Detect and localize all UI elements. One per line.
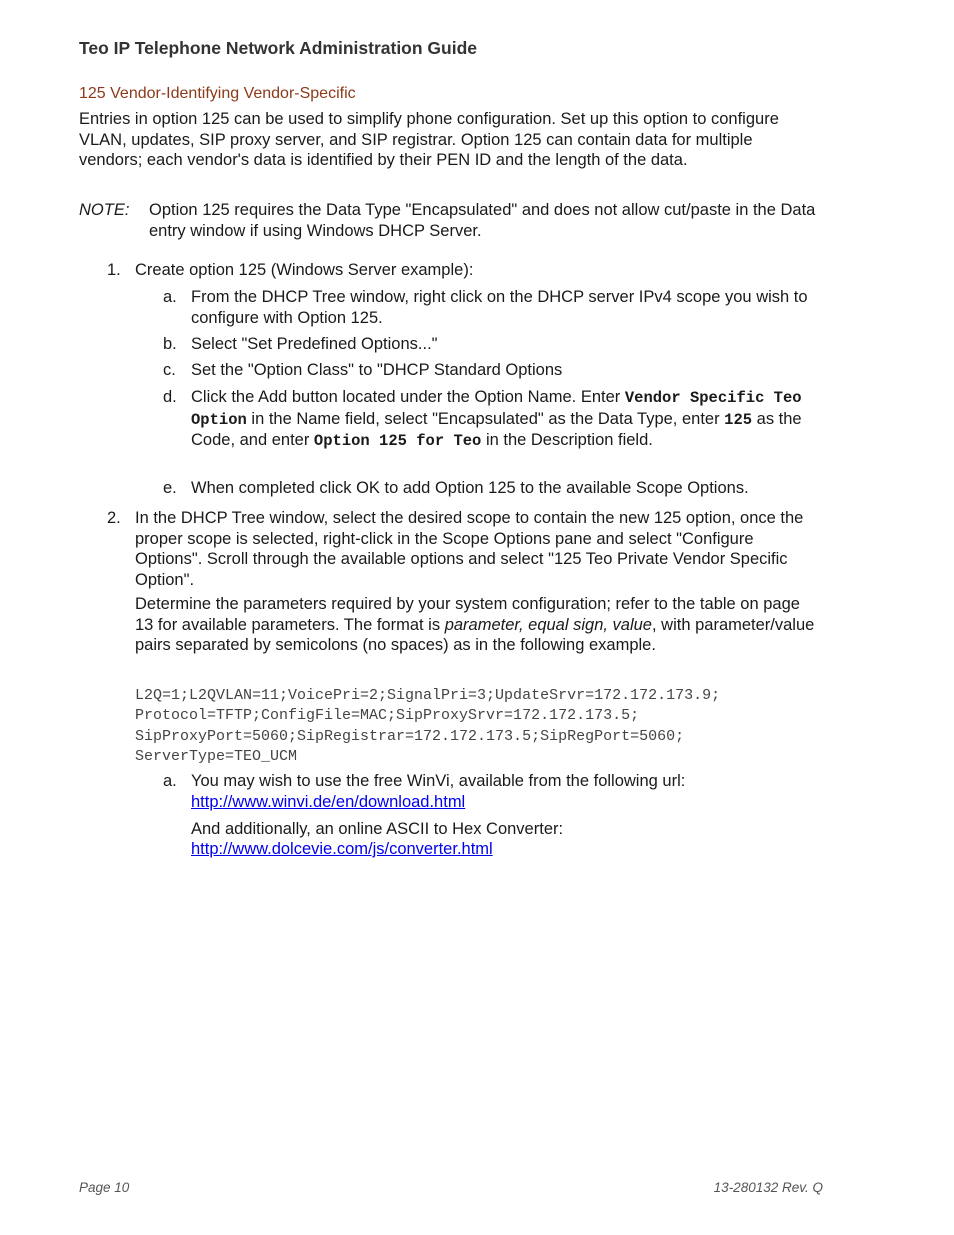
step-1b-text: Select "Set Predefined Options..." <box>191 335 438 353</box>
document-title: Teo IP Telephone Network Administration Guide <box>79 38 478 58</box>
code-vendor-specific-teo-option: Vendor Specific Teo Option <box>191 389 802 429</box>
code-line: SipProxyPort=5060;SipRegistrar=172.172.173.5;SipRegPort=5060; <box>135 727 685 745</box>
code-line: Protocol=TFTP;ConfigFile=MAC;SipProxySrvr=172.172.173.5; <box>135 707 640 725</box>
note-text: Option 125 requires the Data Type "Encapsulated" and does not allow cut/paste in the Data entry window if using Windows DHCP Server. <box>149 201 816 240</box>
step-2-number: 2. <box>107 509 121 527</box>
page-number: Page 10 <box>79 1180 130 1195</box>
step-1d-label: d. <box>163 388 177 406</box>
step-2a-text: You may wish to use the free WinVi, available from the following url: <box>191 772 686 790</box>
note-label: NOTE: <box>79 201 130 219</box>
step-1c-label: c. <box>163 361 176 379</box>
section-heading: 125 Vendor-Identifying Vendor-Specific <box>79 85 356 102</box>
winvi-link-wrap <box>191 792 465 813</box>
step-1b-label: b. <box>163 335 177 353</box>
step-2a-text-2: And additionally, an online ASCII to Hex Converter: <box>191 820 564 838</box>
step-1c-text: Set the "Option Class" to "DHCP Standard Options <box>191 361 563 379</box>
code-option-125-for-teo: Option 125 for Teo <box>313 432 482 450</box>
code-example <box>135 686 720 767</box>
converter-link-wrap <box>191 839 493 860</box>
winvi-download-link[interactable]: http://www.winvi.de/en/download.html <box>191 793 466 811</box>
step-1d-text: Click the Add button located under the Option Name. Enter Vendor Specific Teo Option in the Name field, select "Encapsulated" as the Data Type, enter 125 as the Code, and enter Option 125 for Teo in the Description field. <box>191 388 802 450</box>
code-125: 125 <box>724 410 753 429</box>
ascii-hex-converter-link[interactable]: http://www.dolcevie.com/js/converter.html <box>191 840 493 858</box>
document-revision: 13-280132 Rev. Q <box>713 1180 823 1195</box>
step-1e-text: When completed click OK to add Option 125 to the available Scope Options. <box>191 479 749 497</box>
step-2-paragraph: Determine the parameters required by your system configuration; refer to the table on page 13 for available parameters. The format is parameter, equal sign, value, with parameter/value pairs separated by semicolons (no spaces) as in the following example. <box>135 595 815 654</box>
step-2a-label: a. <box>163 772 177 790</box>
code-line: ServerType=TEO_UCM <box>135 747 298 765</box>
step-1a-label: a. <box>163 288 177 306</box>
code-line: L2Q=1;L2QVLAN=11;VoicePri=2;SignalPri=3;UpdateSrvr=172.172.173.9; <box>135 687 721 704</box>
step-1e-label: e. <box>163 479 177 497</box>
step-1-text: Create option 125 (Windows Server example): <box>135 261 474 279</box>
step-1-number: 1. <box>107 261 121 279</box>
intro-paragraph: Entries in option 125 can be used to simplify phone configuration. Set up this option to configure VLAN, updates, SIP proxy server, and SIP registrar. Option 125 can contain data for multiple vendors; each vendor's data is identified by their PEN ID and the length of the data. <box>79 110 779 169</box>
step-1a-text: From the DHCP Tree window, right click on the DHCP server IPv4 scope you wish to configure with Option 125. <box>191 288 808 327</box>
step-2-text: In the DHCP Tree window, select the desired scope to contain the new 125 option, once the proper scope is selected, right-click in the Scope Options pane and select "Configure Options". Scroll through the available options and select "125 Teo Private Vendor Specific Option". <box>135 509 804 589</box>
